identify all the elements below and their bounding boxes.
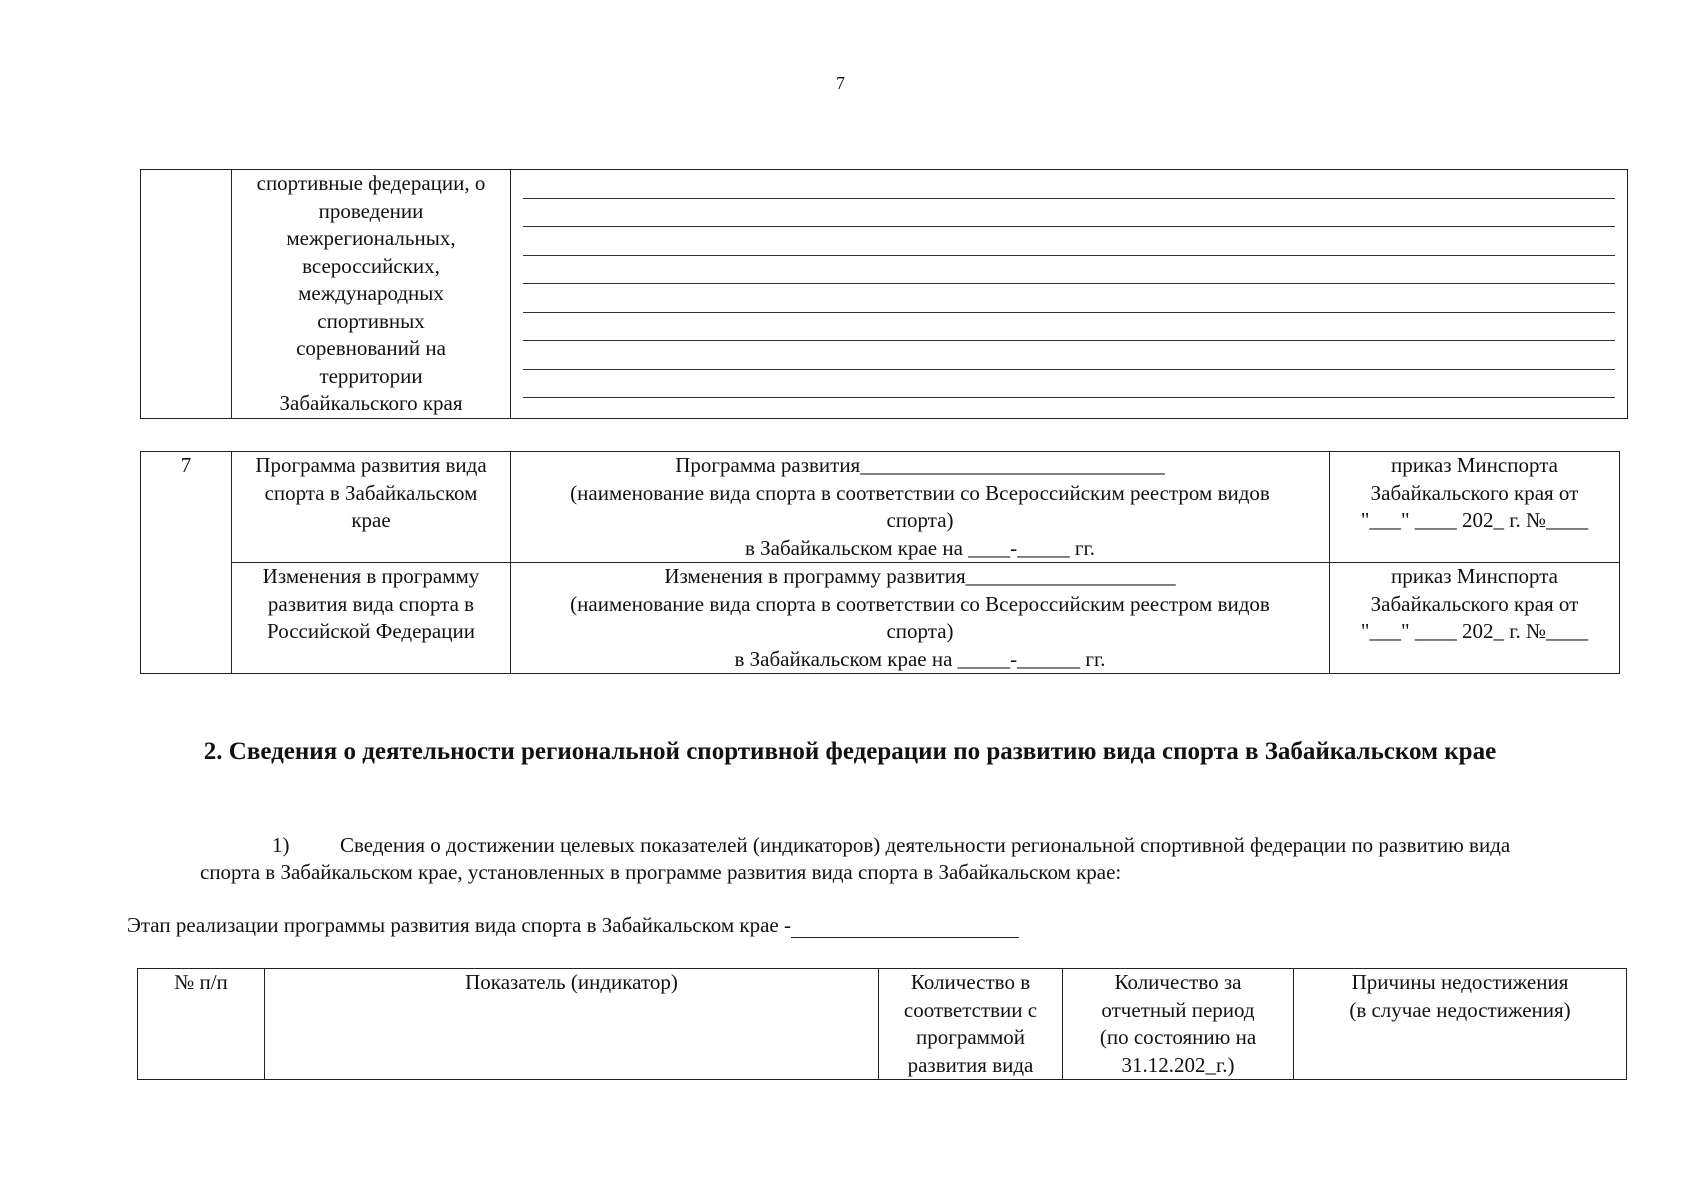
- row-number: 7: [141, 452, 232, 674]
- page-number: 7: [836, 73, 845, 93]
- header-number: № п/п: [138, 969, 265, 1080]
- changes-doc-cell: приказ Минспорта Забайкальского края от "___" ____ 202_ г. №____: [1330, 563, 1620, 674]
- continued-table: [140, 169, 1628, 419]
- header-actual-quantity: Количество за отчетный период (по состоянию на 31.12.202_г.): [1063, 969, 1294, 1080]
- header-planned-quantity: Количество в соответствии с программой развития вида: [879, 969, 1063, 1080]
- stage-label: Этап реализации программы развития вида спорта в Забайкальском крае -: [127, 913, 791, 937]
- empty-number-cell: [141, 170, 232, 419]
- program-doc-cell: приказ Минспорта Забайкальского края от "___" ____ 202_ г. №____: [1330, 452, 1620, 563]
- paragraph-marker: 1): [272, 833, 290, 857]
- program-content-cell: Программа развития_____________________________ (наименование вида спорта в соответствии со Всероссийским реестром видов спорта) в Забайкальском крае на ____-_____ гг.: [511, 452, 1330, 563]
- paragraph-text: Сведения о достижении целевых показателей (индикаторов) деятельности региональной спортивной федерации по развитию вида спорта в Забайкальском крае, установленных в программе развития вида спорта в Забайкальском крае:: [200, 833, 1511, 884]
- changes-name-cell: Изменения в программу развития вида спорта в Российской Федерации: [232, 563, 511, 674]
- stage-line: [127, 913, 1019, 938]
- stage-blank[interactable]: [791, 917, 1019, 938]
- indicators-table: [137, 968, 1627, 1080]
- indicators-paragraph: [200, 832, 1540, 886]
- fill-in-lines-cell[interactable]: [511, 170, 1628, 419]
- header-indicator: Показатель (индикатор): [265, 969, 879, 1080]
- program-table: [140, 451, 1620, 674]
- header-reasons: Причины недостижения (в случае недостижения): [1294, 969, 1627, 1080]
- section-heading: 2. Сведения о деятельности региональной спортивной федерации по развитию вида спорта в Забайкальском крае: [203, 738, 1497, 765]
- label-cell: спортивные федерации, о проведении межрегиональных, всероссийских, международных спортивных соревнований на территории Забайкальского края: [232, 170, 511, 419]
- changes-content-cell: Изменения в программу развития____________________ (наименование вида спорта в соответствии со Всероссийским реестром видов спорта) в Забайкальском крае на _____-______ гг.: [511, 563, 1330, 674]
- program-name-cell: Программа развития вида спорта в Забайкальском крае: [232, 452, 511, 563]
